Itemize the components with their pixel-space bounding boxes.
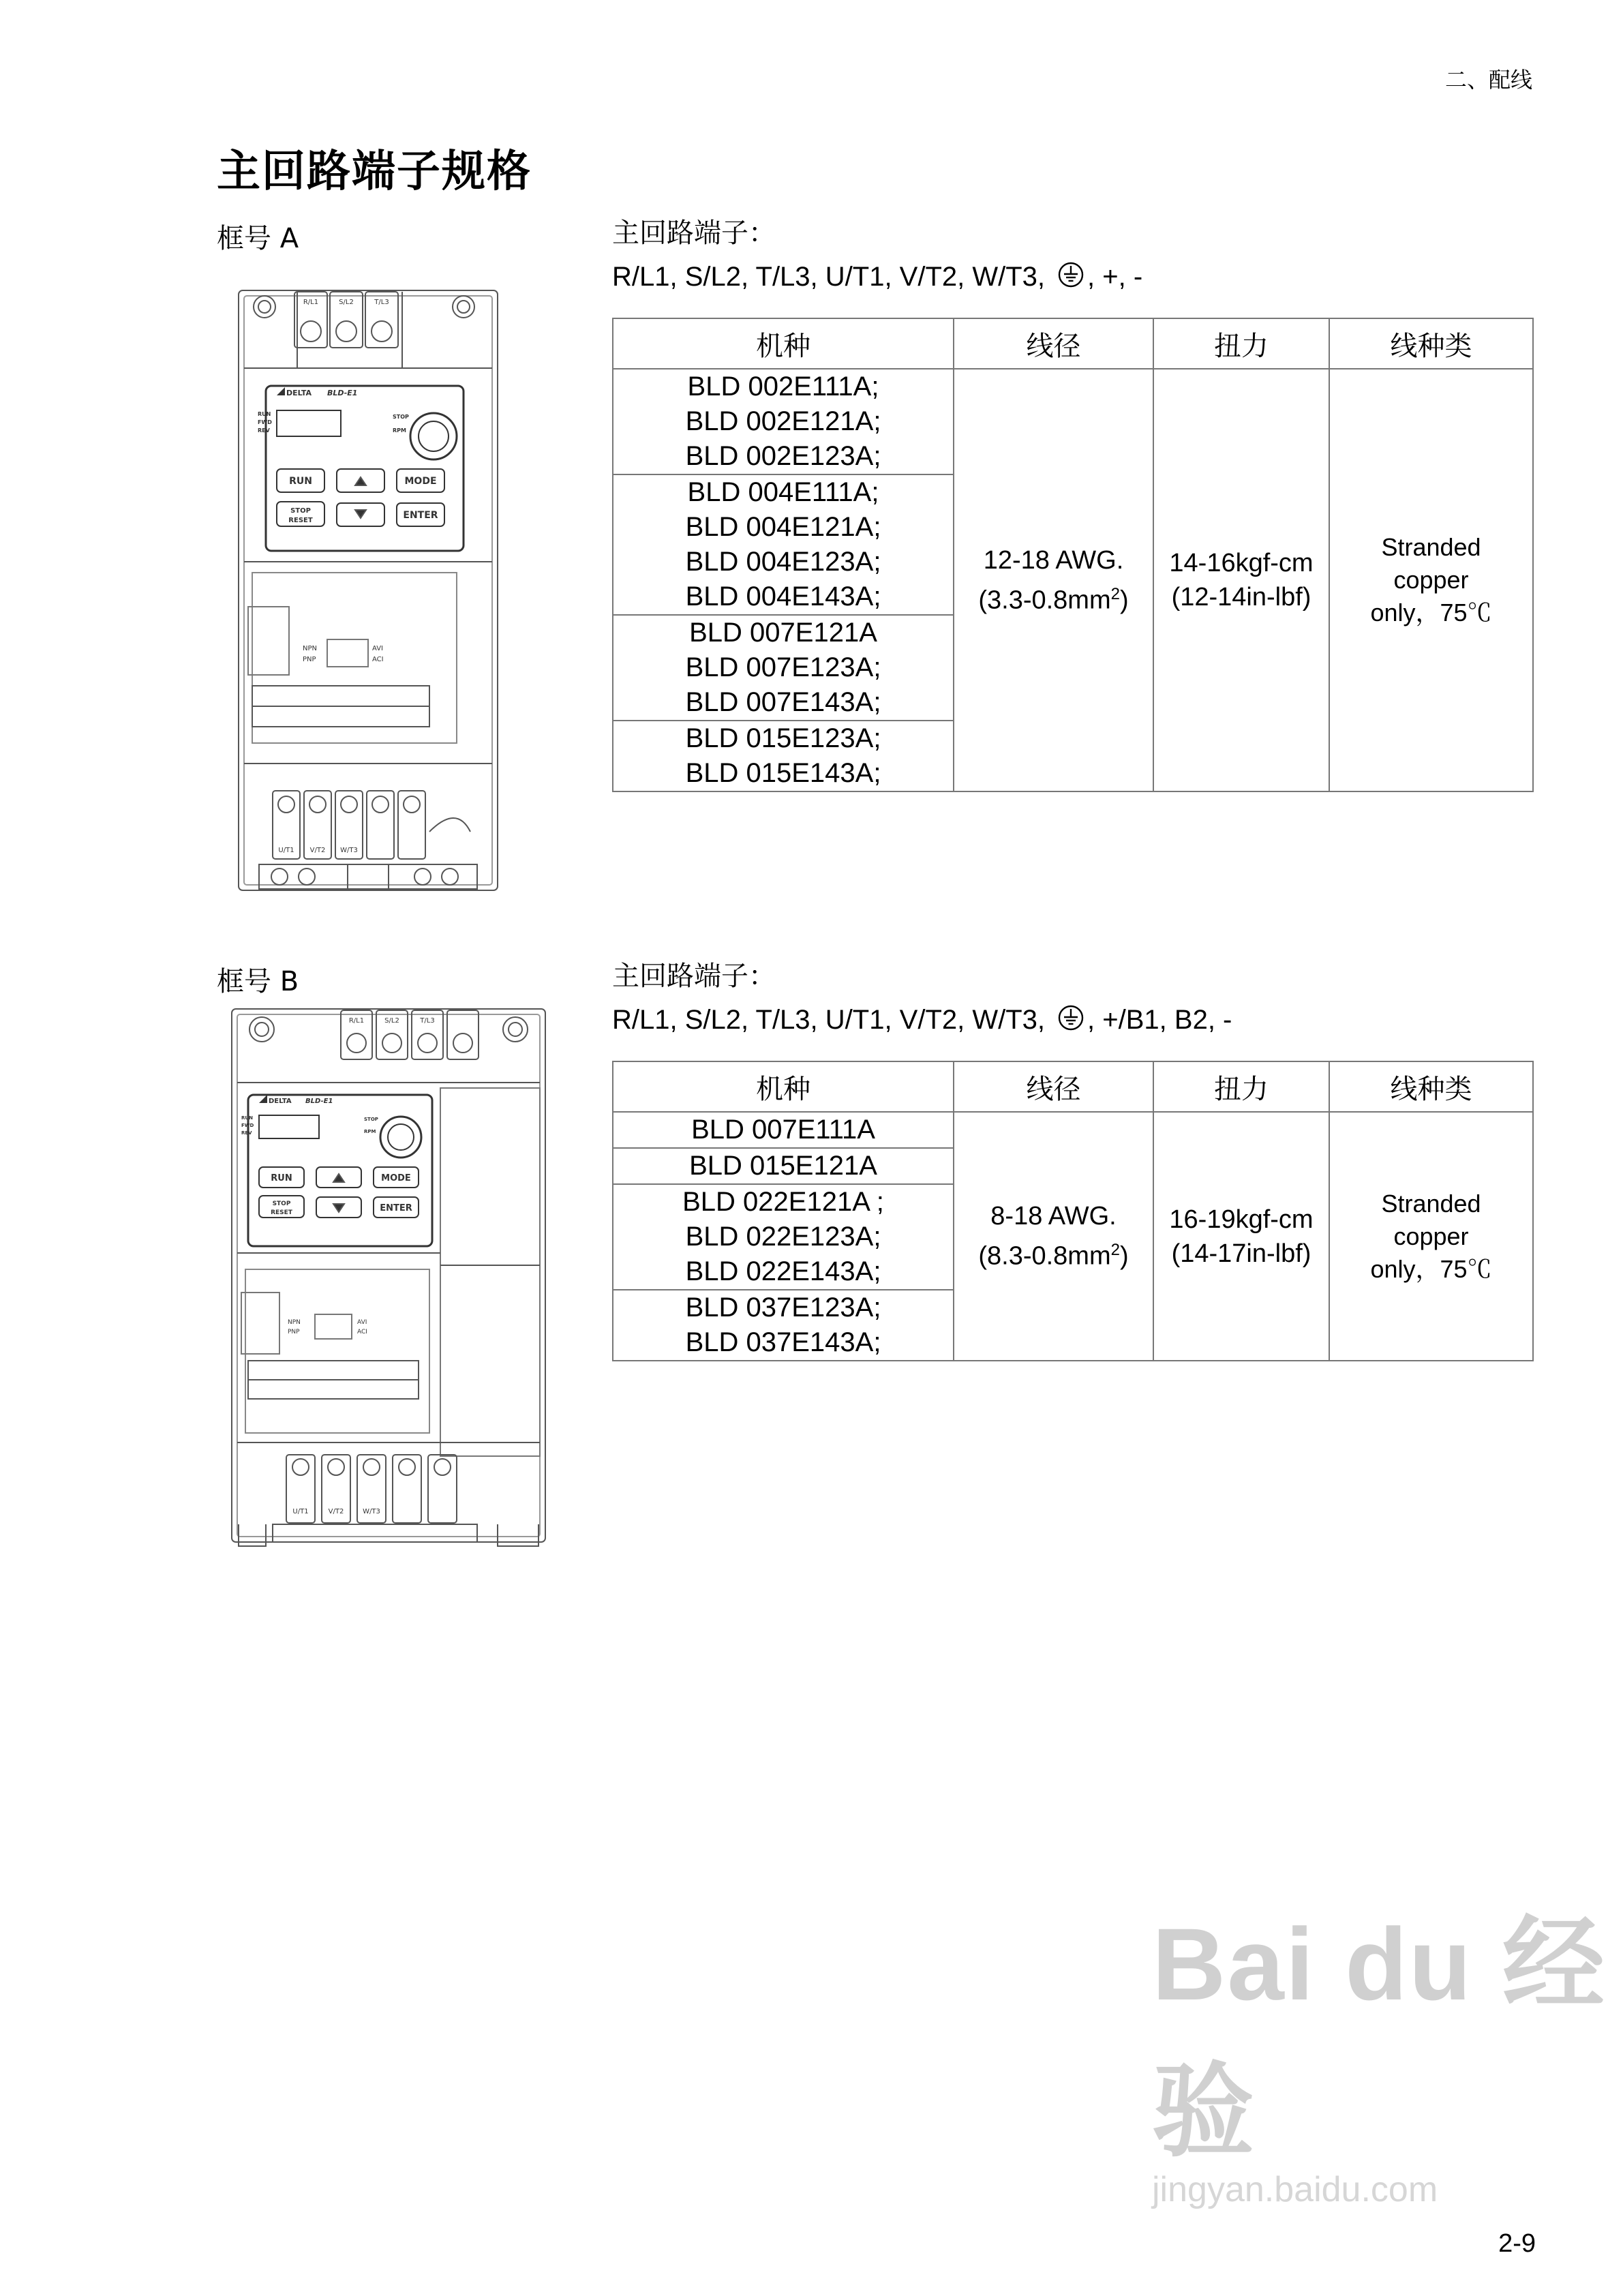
terminal-t-label: T/L3 — [374, 299, 389, 306]
model-cell — [613, 369, 954, 474]
terminal-u-label: U/T1 — [292, 1508, 309, 1515]
keypad-stop-label: STOP — [290, 507, 311, 515]
keypad-reset-label: RESET — [288, 517, 313, 524]
model-cell — [613, 615, 954, 721]
switch-avi-label: AVI — [372, 645, 383, 652]
status-rpm-label: RPM — [364, 1129, 376, 1134]
wire-type-cell — [1329, 1112, 1533, 1361]
wire-gauge-awg: 12-18 AWG. — [983, 545, 1124, 575]
header-torque: 扭力 — [1153, 1061, 1329, 1112]
header-model: 机种 — [613, 1061, 954, 1112]
terminal-r-label: R/L1 — [303, 299, 319, 306]
model-name: BLD 015E121A — [689, 1151, 877, 1181]
model-cell — [613, 721, 954, 791]
terminal-v-label: V/T2 — [328, 1508, 344, 1515]
frame-a-terminal-caption — [612, 211, 1142, 299]
status-stop-label: STOP — [393, 414, 409, 420]
wire-type-line: only，75℃ — [1370, 599, 1492, 626]
frame-a-drive-drawing — [232, 286, 504, 913]
model-name: BLD 004E143A; — [685, 581, 881, 611]
wire-gauge-awg: 8-18 AWG. — [990, 1202, 1117, 1231]
model-name: BLD 002E121A; — [685, 406, 881, 436]
model-name: BLD 015E123A; — [685, 723, 881, 753]
wire-type-line: Stranded — [1381, 533, 1481, 561]
switch-pnp-label: PNP — [288, 1329, 300, 1335]
model-cell — [613, 1148, 954, 1184]
keypad-mode-label: MODE — [404, 476, 437, 487]
torque-kgf: 16-19kgf-cm — [1169, 1205, 1314, 1234]
terminal-s-label: S/L2 — [339, 299, 354, 306]
model-name: BLD 002E123A; — [685, 441, 881, 471]
switch-aci-label: ACI — [357, 1329, 367, 1335]
page-title: 主回路端子规格 — [217, 147, 532, 197]
wire-type-line: copper — [1393, 1222, 1469, 1250]
keypad-brand: DELTA — [269, 1098, 292, 1105]
frame-b-terminal-caption — [612, 954, 1232, 1042]
wire-type-line: Stranded — [1381, 1189, 1481, 1218]
wire-gauge-sup: 2 — [1110, 1241, 1120, 1260]
status-run-label: RUN — [258, 411, 271, 417]
frame-b-drive-drawing — [225, 1006, 552, 1552]
keypad-run-label: RUN — [271, 1173, 292, 1183]
status-run-label: RUN — [241, 1115, 253, 1121]
frame-b-spec-table — [612, 1061, 1534, 1361]
wire-gauge-close: ) — [1119, 586, 1129, 615]
torque-cell — [1153, 369, 1329, 791]
terminal-u-label: U/T1 — [278, 847, 294, 854]
model-name: BLD 007E111A — [691, 1115, 875, 1145]
keypad-enter-label: ENTER — [403, 510, 438, 521]
model-name: BLD 037E143A; — [685, 1327, 881, 1357]
header-model: 机种 — [613, 318, 954, 369]
frame-a-terminal-title: 主回路端子： — [612, 217, 776, 249]
wire-gauge-mm — [954, 577, 1153, 618]
wire-gauge-close: ) — [1119, 1241, 1129, 1271]
model-name: BLD 022E121A ; — [682, 1187, 884, 1217]
model-cell — [613, 1112, 954, 1148]
keypad-enter-label: ENTER — [380, 1203, 412, 1213]
keypad-run-label: RUN — [289, 476, 312, 487]
status-fwd-label: FWD — [258, 419, 272, 425]
watermark-logo: Bai du 经验 — [1152, 1907, 1607, 2169]
model-name: BLD 007E121A — [689, 618, 877, 648]
watermark-url: jingyan.baidu.com — [1152, 2170, 1438, 2209]
status-stop-label: STOP — [364, 1117, 378, 1122]
switch-avi-label: AVI — [357, 1319, 367, 1326]
status-rev-label: REV — [241, 1130, 252, 1136]
frame-a-terminals-tail: , +, - — [1087, 262, 1143, 292]
header-wire-type: 线种类 — [1329, 1061, 1533, 1112]
model-cell — [613, 1184, 954, 1290]
frame-a-terminals-main: R/L1, S/L2, T/L3, U/T1, V/T2, W/T3, — [612, 262, 1046, 292]
terminal-t-label: T/L3 — [420, 1017, 435, 1025]
model-name: BLD 007E123A; — [685, 652, 881, 682]
wire-gauge-cell — [954, 1112, 1153, 1361]
model-name: BLD 015E143A; — [685, 758, 881, 788]
terminal-w-label: W/T3 — [363, 1508, 380, 1515]
frame-a-terminal-list — [612, 255, 1142, 299]
delta-logo-icon — [259, 1095, 267, 1103]
model-name: BLD 004E111A; — [687, 477, 879, 507]
model-cell — [613, 474, 954, 615]
frame-b-terminal-list — [612, 998, 1232, 1042]
model-name: BLD 002E111A; — [687, 372, 879, 402]
delta-logo-icon — [277, 387, 285, 395]
switch-npn-label: NPN — [288, 1319, 301, 1326]
wire-gauge-cell — [954, 369, 1153, 791]
keypad-model: BLD-E1 — [305, 1098, 333, 1105]
keypad-brand: DELTA — [286, 389, 312, 397]
torque-kgf: 14-16kgf-cm — [1169, 549, 1314, 577]
keypad-reset-label: RESET — [271, 1209, 292, 1216]
header-wire-type: 线种类 — [1329, 318, 1533, 369]
chapter-header: 二、配线 — [1444, 67, 1532, 93]
wire-gauge-mm-text: (8.3-0.8mm — [978, 1241, 1111, 1271]
wire-type-line: only，75℃ — [1370, 1254, 1492, 1283]
wire-type-cell — [1329, 369, 1533, 791]
frame-a-spec-table — [612, 318, 1534, 792]
switch-npn-label: NPN — [303, 645, 317, 652]
terminal-s-label: S/L2 — [384, 1017, 399, 1025]
frame-b-terminal-title: 主回路端子： — [612, 961, 776, 992]
torque-cell — [1153, 1112, 1329, 1361]
terminal-r-label: R/L1 — [348, 1017, 365, 1025]
model-name: BLD 022E143A; — [685, 1256, 881, 1286]
keypad-model: BLD-E1 — [327, 389, 358, 397]
model-cell — [613, 1290, 954, 1361]
status-fwd-label: FWD — [241, 1123, 254, 1128]
model-name: BLD 022E123A; — [685, 1222, 881, 1252]
ground-icon — [1057, 261, 1084, 288]
frame-b-label: 框号 B — [217, 966, 299, 997]
model-name: BLD 004E123A; — [685, 547, 881, 577]
ground-icon — [1057, 1004, 1084, 1031]
wire-gauge-mm — [954, 1233, 1153, 1273]
terminal-v-label: V/T2 — [309, 847, 326, 854]
wire-gauge-mm-text: (3.3-0.8mm — [978, 586, 1111, 615]
torque-inlbf: (12-14in-lbf) — [1171, 583, 1311, 611]
header-torque: 扭力 — [1153, 318, 1329, 369]
model-name: BLD 007E143A; — [685, 687, 881, 717]
frame-b-terminals-main: R/L1, S/L2, T/L3, U/T1, V/T2, W/T3, — [612, 1005, 1046, 1035]
wire-type-line: copper — [1393, 566, 1469, 594]
keypad-mode-label: MODE — [381, 1173, 411, 1183]
model-name: BLD 037E123A; — [685, 1293, 881, 1323]
baidu-watermark — [1152, 1882, 1623, 2210]
wire-gauge-sup: 2 — [1110, 584, 1120, 603]
page-number: 2-9 — [1498, 2229, 1536, 2258]
switch-aci-label: ACI — [372, 656, 384, 663]
keypad-stop-label: STOP — [272, 1200, 291, 1207]
torque-inlbf: (14-17in-lbf) — [1171, 1239, 1311, 1268]
terminal-w-label: W/T3 — [340, 847, 358, 854]
switch-pnp-label: PNP — [303, 656, 316, 663]
status-rpm-label: RPM — [393, 427, 406, 434]
frame-a-label: 框号 A — [217, 223, 299, 254]
header-wire-gauge: 线径 — [954, 1061, 1153, 1112]
header-wire-gauge: 线径 — [954, 318, 1153, 369]
model-name: BLD 004E121A; — [685, 512, 881, 542]
frame-b-terminals-tail: , +/B1, B2, - — [1087, 1005, 1232, 1035]
status-rev-label: REV — [258, 427, 270, 434]
